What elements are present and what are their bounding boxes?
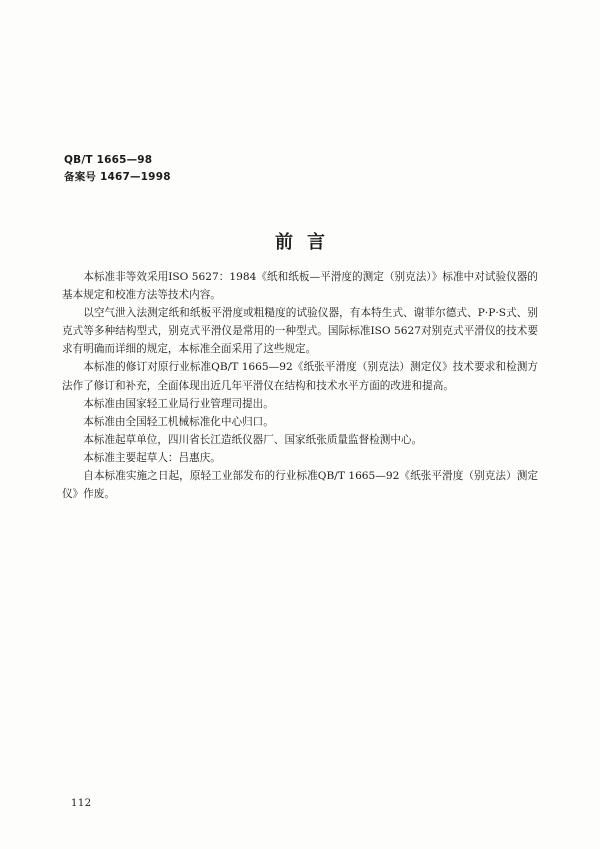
paragraph: 本标准由国家轻工业局行业管理司提出。 [83,397,274,410]
paragraph: 本标准非等效采用ISO 5627：1984《纸和纸板—平滑度的测定（别克法）》标准中对试验仪器的基本规定和校准方法等技术内容。 [62,271,538,302]
paragraph: 以空气泄入法测定纸和纸板平滑度或粗糙度的试验仪器，有本特生式、谢菲尔德式、P·P·S式、别克式等多种结构型式，别克式平滑仪是常用的一种型式。国际标准ISO 5627对别克式平滑仪的技术要求有明确而详细的规定，本标准全面采用了这些规定。 [62,307,538,356]
paragraph: 本标准由全国轻工机械标准化中心归口。 [83,415,274,428]
page-title: 前言 [275,232,339,253]
record-number: 备案号 1467—1998 [64,171,171,183]
paragraph: 本标准起草单位，四川省长江造纸仪器厂、国家纸张质量监督检测中心。 [83,433,423,446]
paragraph: 本标准主要起草人：吕惠庆。 [83,451,221,464]
paragraph: 本标准的修订对原行业标准QB/T 1665—92《纸张平滑度（别克法）测定仪》技术要求和检测方法作了修订和补充，全面体现出近几年平滑仪在结构和技术水平方面的改进和提高。 [62,361,538,392]
paragraph: 自本标准实施之日起，原轻工业部发布的行业标准QB/T 1665—92《纸张平滑度（别克法）测定仪》作废。 [62,470,538,501]
foreword-body [62,268,538,503]
document-header [64,152,171,186]
standard-code: QB/T 1665—98 [64,154,153,166]
page-number: 112 [71,798,92,809]
